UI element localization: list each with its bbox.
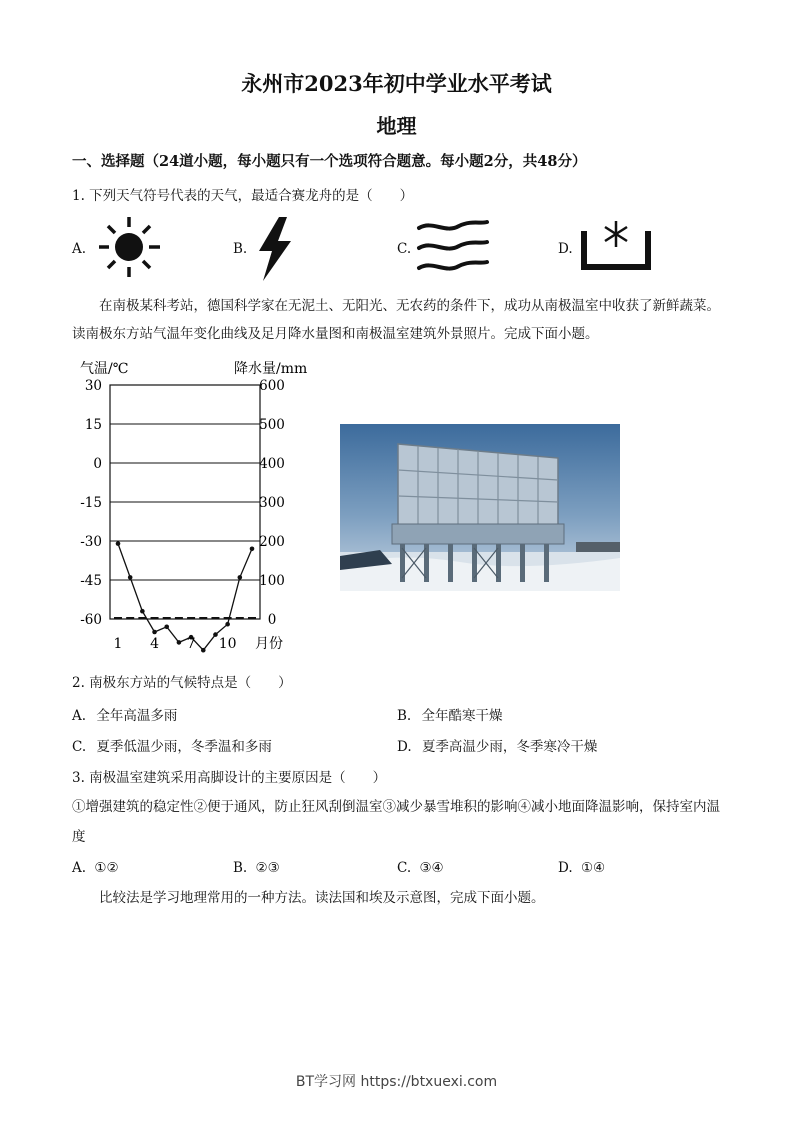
chart-precip-tick-label: 300 xyxy=(259,495,285,511)
q1-option-b-letter: B. xyxy=(233,241,248,257)
antarctic-greenhouse-photo xyxy=(340,424,620,591)
snow-cover-icon xyxy=(580,217,652,273)
chart-temp-point xyxy=(128,575,133,580)
chart-precip-bar xyxy=(236,617,244,619)
chart-temp-point xyxy=(213,632,218,637)
q2-option-a-text: 全年高温多雨 xyxy=(96,708,178,724)
q1-option-c-letter: C. xyxy=(397,241,412,257)
q3-option-b-text: ②③ xyxy=(255,860,280,876)
q2-stem: 2. 南极东方站的气候特点是（ ） xyxy=(72,675,292,691)
chart-precip-bar xyxy=(175,617,183,619)
q3-option-d xyxy=(558,860,605,876)
material-2-paragraph: 比较法是学习地理常用的一种方法。读法国和埃及示意图，完成下面小题。 xyxy=(99,890,545,906)
chart-month-tick-label: 10 xyxy=(218,636,237,652)
q2-option-c-text: 夏季低温少雨，冬季温和多雨 xyxy=(96,739,272,755)
chart-precip-tick-label: 0 xyxy=(267,612,277,628)
chart-temp-point xyxy=(201,648,206,653)
q3-option-a-letter: A. xyxy=(72,860,87,876)
chart-precip-bar xyxy=(163,617,171,619)
q2-option-c xyxy=(72,735,272,755)
climate-chart xyxy=(72,356,332,656)
chart-precip-bar xyxy=(211,617,219,619)
chart-temp-tick-label: -30 xyxy=(80,534,102,550)
sunny-icon xyxy=(96,215,164,279)
chart-precip-tick-label: 100 xyxy=(259,573,285,589)
chart-precip-tick-label: 200 xyxy=(259,534,285,550)
q2-option-d-letter: D. xyxy=(397,739,412,755)
chart-temp-point xyxy=(164,625,169,630)
chart-temp-point xyxy=(250,547,255,552)
section-heading: 一、选择题（24道小题，每小题只有一个选项符合题意。每小题2分，共48分） xyxy=(72,153,587,170)
chart-x-axis-label: 月份 xyxy=(255,636,283,652)
temperature-line xyxy=(118,544,252,651)
material-1-paragraph: 在南极某科考站，德国科学家在无泥土、无阳光、无农药的条件下，成功从南极温室中收获了新鲜蔬菜。读南极东方站气温年变化曲线及足月降水量图和南极温室建筑外景照片。完成下面小题。 xyxy=(72,298,720,342)
q3-option-a-text: ①② xyxy=(94,860,119,876)
exam-title: 永州市2023年初中学业水平考试 xyxy=(241,71,552,96)
chart-temp-point xyxy=(152,630,157,635)
q3-option-c-text: ③④ xyxy=(419,860,444,876)
chart-temp-tick-label: 15 xyxy=(84,417,102,433)
chart-precip-tick-label: 400 xyxy=(259,456,285,472)
q2-option-b-letter: B. xyxy=(397,708,412,724)
chart-temp-tick-label: 0 xyxy=(93,456,102,472)
footer-watermark: BT学习网 https://btxuexi.com xyxy=(295,1074,498,1090)
chart-precip-tick-label: 600 xyxy=(259,378,285,394)
q3-option-c-letter: C. xyxy=(397,860,412,876)
q2-option-d-text: 夏季高温少雨，冬季寒冷干燥 xyxy=(421,739,598,755)
q2-option-c-letter: C. xyxy=(72,739,87,755)
chart-precip-bar xyxy=(224,617,232,619)
chart-month-tick-label: 7 xyxy=(186,636,196,652)
chart-precip-bar xyxy=(114,617,122,619)
chart-temp-point xyxy=(225,622,230,627)
q2-option-b-text: 全年酷寒干燥 xyxy=(421,708,503,724)
chart-temp-point xyxy=(238,575,243,580)
q3-option-a xyxy=(72,860,119,876)
q2-option-a xyxy=(72,704,177,724)
chart-right-axis-label: 降水量/mm xyxy=(234,361,308,377)
chart-left-axis-label: 气温/℃ xyxy=(80,361,129,377)
q3-stem: 3. 南极温室建筑采用高脚设计的主要原因是（ ） xyxy=(72,770,387,786)
q2-option-b xyxy=(397,704,503,724)
chart-temp-tick-label: -60 xyxy=(80,612,102,628)
chart-precip-tick-label: 500 xyxy=(259,417,285,433)
chart-temp-point xyxy=(140,609,145,614)
q3-option-c xyxy=(397,860,444,876)
chart-precip-bar xyxy=(199,617,207,619)
q2-option-d xyxy=(397,735,597,755)
q1-option-a-letter: A. xyxy=(72,241,87,257)
chart-temp-tick-label: 30 xyxy=(84,378,102,394)
q3-option-d-text: ①④ xyxy=(580,860,606,876)
chart-temp-tick-label: -45 xyxy=(80,573,102,589)
chart-temp-point xyxy=(177,640,182,645)
chart-month-tick-label: 4 xyxy=(150,636,160,652)
thunderstorm-icon xyxy=(255,215,295,283)
chart-precip-bar xyxy=(151,617,159,619)
exam-subject: 地理 xyxy=(376,114,417,138)
sandstorm-icon xyxy=(415,218,493,278)
chart-month-tick-label: 1 xyxy=(113,636,123,652)
chart-temp-point xyxy=(116,541,121,546)
chart-precip-bar xyxy=(187,617,195,619)
q3-option-b xyxy=(233,860,280,876)
q3-statements: ①增强建筑的稳定性②便于通风，防止狂风刮倒温室③减少暴雪堆积的影响④减小地面降温影响，保持室内温度 xyxy=(72,799,720,845)
q3-option-d-letter: D. xyxy=(558,860,573,876)
q3-option-b-letter: B. xyxy=(233,860,248,876)
chart-precip-bar xyxy=(126,617,134,619)
chart-precip-bar xyxy=(138,617,146,619)
chart-precip-bar xyxy=(248,617,256,619)
chart-temp-tick-label: -15 xyxy=(80,495,102,511)
q1-option-d-letter: D. xyxy=(558,241,573,257)
q1-stem: 1. 下列天气符号代表的天气，最适合赛龙舟的是（ ） xyxy=(72,188,414,204)
q2-option-a-letter: A. xyxy=(72,708,87,724)
